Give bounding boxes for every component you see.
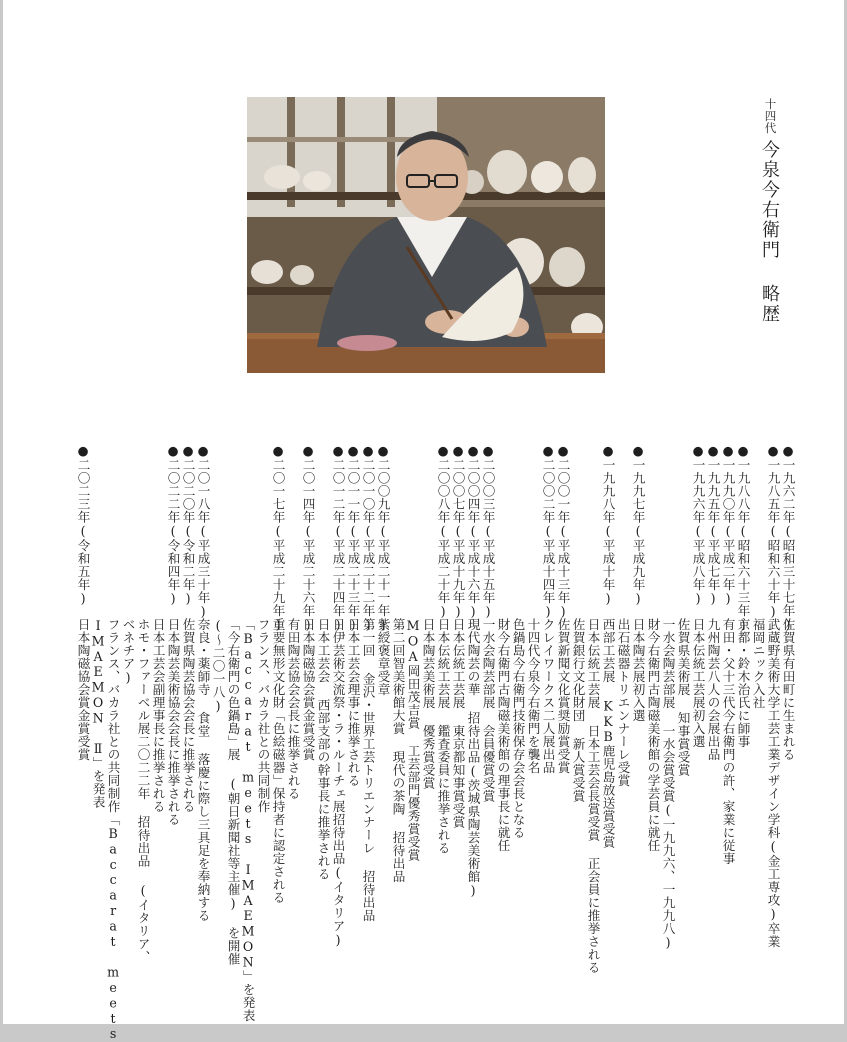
page-title xyxy=(760,140,778,324)
timeline-event: 第一回 金沢・世界工芸トリエンナーレ 招待出品 xyxy=(360,618,376,922)
timeline-event: 紫綬褒章受章 xyxy=(375,618,391,696)
timeline-year: ●二〇〇二年(平成十四年) xyxy=(540,443,556,620)
timeline-event: 日本陶芸展初入選 xyxy=(630,618,646,722)
portrait-photo xyxy=(247,97,605,373)
timeline-event: ベネチア) xyxy=(120,618,136,686)
timeline-event: 日本伝統工芸展 鑑査委員に推挙される xyxy=(435,618,451,855)
timeline-event: 佐賀県美術展 知事賞受賞 xyxy=(675,618,691,777)
timeline-year: ●二〇一八年(平成三十年) xyxy=(195,443,211,620)
timeline-event: クレイワークス二人展出品 xyxy=(540,618,556,774)
timeline-year: ●二〇〇四年(平成十六年) xyxy=(465,443,481,620)
page xyxy=(3,0,844,1042)
timeline-year: ●二〇一一年(平成二十三年) xyxy=(345,443,361,633)
timeline-year: ●二〇〇三年(平成十五年) xyxy=(480,443,496,620)
timeline-event: 九州陶芸八人の会展出品 xyxy=(705,618,721,761)
timeline-event: 日本工芸会 西部支部の幹事長に推挙される xyxy=(315,618,331,881)
timeline-event: 日本伝統工芸展 日本工芸会長賞受賞 正会員に推挙される xyxy=(585,618,601,974)
timeline-event: 財今右衛門古陶磁美術館の学芸員に就任 xyxy=(645,618,661,852)
section-title: 略歴 xyxy=(759,284,780,324)
artist-name: 今泉今右衛門 xyxy=(759,140,780,260)
timeline-event: 福岡ニック入社 xyxy=(750,618,766,709)
timeline-event: 日本工芸会理事に推挙される xyxy=(345,618,361,787)
timeline-year: ●二〇二〇年(令和二年) xyxy=(180,443,196,607)
portrait-illustration xyxy=(247,97,605,373)
timeline-year: ●二〇〇一年(平成十三年) xyxy=(555,443,571,620)
timeline-year: ●二〇二二年(令和四年) xyxy=(165,443,181,607)
timeline-event: 現代陶芸の華 招待出品(茨城県陶芸美術館) xyxy=(465,618,481,899)
timeline-event: 有田・父十三代今右衛門の許、家業に従事 xyxy=(720,618,736,865)
timeline-event: 第二回智美術館大賞 現代の茶陶 招待出品 xyxy=(390,618,406,883)
timeline-year: ●一九八五年(昭和六十年) xyxy=(765,443,781,620)
timeline-year: ●一九九六年(平成八年) xyxy=(690,443,706,607)
timeline-event: IMAEMON Ⅱ」を発表 xyxy=(90,618,106,809)
timeline-year: ●一九六二年(昭和三十七年) xyxy=(780,443,796,633)
timeline-year: ●二〇二三年(令和五年) xyxy=(75,443,91,607)
timeline-event: 武蔵野美術大学工芸工業デザイン学科(金工専攻)卒業 xyxy=(765,618,781,948)
timeline-year: ●一九九五年(平成七年) xyxy=(705,443,721,607)
timeline-event: 日本伝統工芸展初入選 xyxy=(690,618,706,748)
timeline-event: 日伊芸術交流祭・ラ・ルーチェ展招待出品(イタリア) xyxy=(330,618,346,948)
timeline-event: フランス、バカラ社との共同制作 xyxy=(255,618,271,813)
timeline-event: 「今右衛門の色鍋島」展 (朝日新聞社等主催) を開催 xyxy=(225,618,241,966)
timeline-event: 佐賀県陶芸協会会長に推挙される xyxy=(180,618,196,813)
timeline-event: フランス、バカラ社との共同制作「Baccarat meets xyxy=(105,618,121,1042)
timeline-year: ●二〇一〇年(平成二十二年) xyxy=(360,443,376,633)
timeline-event: 日本伝統工芸展 東京都知事賞受賞 xyxy=(450,618,466,829)
timeline-event: 奈良・薬師寺 食堂 落慶に際し三具足を奉納する xyxy=(195,618,211,922)
timeline-year: ●一九八八年(昭和六十三年) xyxy=(735,443,751,633)
timeline-event: 一水会陶芸部展 一水会賞受賞(一九九六、一九九八) xyxy=(660,618,676,951)
timeline-event: 佐賀新聞文化賞奨励賞受賞 xyxy=(555,618,571,774)
timeline-year: ●二〇〇八年(平成二十年) xyxy=(435,443,451,620)
timeline-event: 十四代今泉今右衛門を襲名 xyxy=(525,618,541,774)
timeline-event: 日本陶磁協会賞金賞受賞 xyxy=(75,618,91,761)
timeline-event: 日本陶芸美術協会会長に推挙される xyxy=(165,618,181,826)
timeline-year: ●二〇〇九年(平成二十一年) xyxy=(375,443,391,633)
timeline-event: MOA岡田茂吉賞 工芸部門優秀賞受賞 xyxy=(405,618,421,862)
timeline-event: 日本陶磁協会賞金賞受賞 xyxy=(300,618,316,761)
timeline-event: 有田陶芸協会会長に推挙される xyxy=(285,618,301,800)
timeline-year: ●一九九〇年(平成二年) xyxy=(720,443,736,607)
generation-label: 十四代 xyxy=(763,98,778,134)
timeline-event: 日本陶芸美術展 優秀賞受賞 xyxy=(420,618,436,790)
timeline-event: 佐賀銀行文化財団 新人賞受賞 xyxy=(570,618,586,803)
timeline-year: ●二〇一二年(平成二十四年) xyxy=(330,443,346,633)
timeline-event: ホモ・ファーベル展二〇二二年 招待出品 (イタリア、 xyxy=(135,618,151,964)
timeline-year: ●二〇一四年(平成二十六年) xyxy=(300,443,316,633)
timeline-event: 色鍋島今右衛門技術保存会会長となる xyxy=(510,618,526,839)
timeline-event: 財今右衛門古陶磁美術館の理事長に就任 xyxy=(495,618,511,852)
timeline-year: ●一九九七年(平成九年) xyxy=(630,443,646,607)
timeline-event: 佐賀県有田町に生まれる xyxy=(780,618,796,761)
timeline-event: 「Baccarat meets IMAEMON」を発表 xyxy=(240,618,256,1022)
timeline-year: ●二〇〇七年(平成十九年) xyxy=(450,443,466,620)
timeline-event: 一水会陶芸部展 会員優賞受賞 xyxy=(480,618,496,803)
timeline-event: 日本工芸会副理事長に推挙される xyxy=(150,618,166,813)
timeline-event: 西部工芸展 KKB鹿児島放送賞受賞 xyxy=(600,618,616,849)
timeline-event: 京都・鈴木治氏に師事 xyxy=(735,618,751,748)
timeline-event: (〜二〇一八) xyxy=(210,618,226,714)
timeline-year: ●一九九八年(平成十年) xyxy=(600,443,616,607)
timeline-event: 出石磁器トリエンナーレ受賞 xyxy=(615,618,631,787)
timeline-event: 重要無形文化財「色絵磁器」保持者に認定される xyxy=(270,618,286,904)
timeline-year: ●二〇一七年(平成二十九年) xyxy=(270,443,286,633)
